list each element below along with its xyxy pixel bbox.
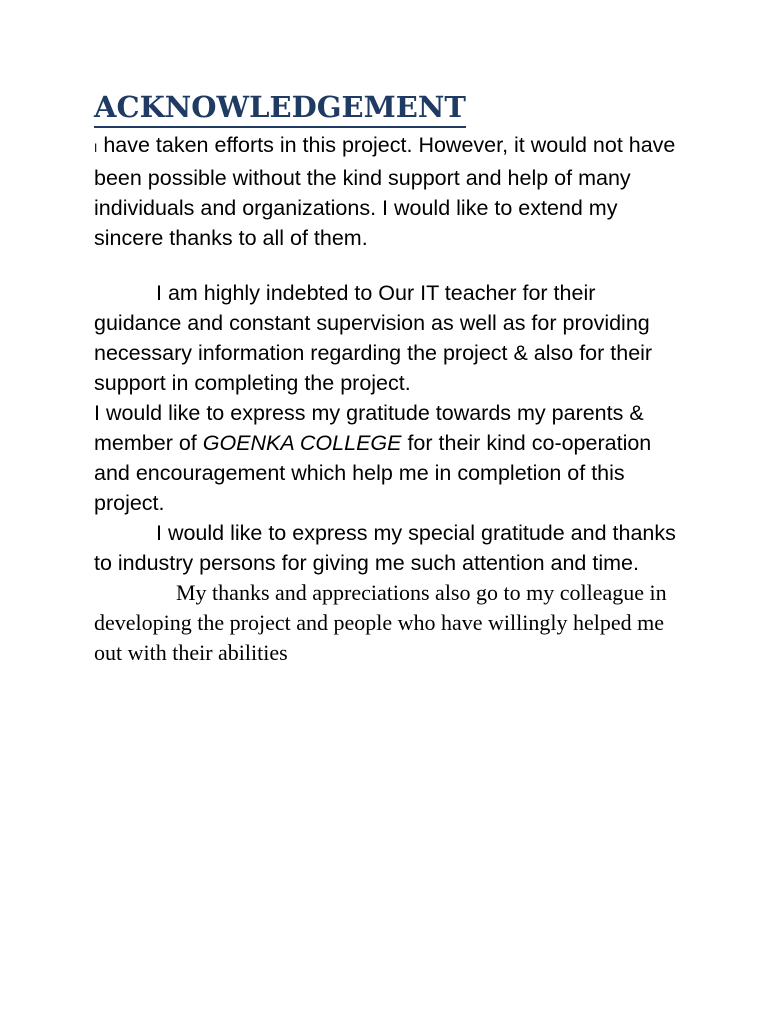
page-title: ACKNOWLEDGEMENT — [94, 88, 466, 128]
paragraph-industry: I would like to express my special gratitude and thanks to industry persons for giving me such attention and time. — [94, 521, 676, 575]
college-name: GOENKA COLLEGE — [202, 431, 402, 455]
paragraph-colleagues: My thanks and appreciations also go to my colleague in developing the project and people who have willingly helped me out with their abilities — [94, 580, 667, 665]
paragraph-intro-first-letter: I — [94, 141, 98, 155]
paragraph-gratitude-after: for their kind co-operation and encouragement which help me in completion of this project. — [94, 431, 652, 515]
paragraph-gratitude — [94, 398, 684, 518]
paragraph-intro-text: have taken efforts in this project. However, it would not have been possible without the kind support and help of many individuals and organizations. I would like to extend my sincere thanks to all of them. — [94, 133, 676, 250]
paragraph-gratitude-before: I would like to express my gratitude towards my parents & member of — [94, 401, 644, 455]
paragraph-teacher: I am highly indebted to Our IT teacher for their guidance and constant supervision as well as for providing necessary information regarding the project & also for their support in completing the project. — [94, 281, 653, 395]
paragraph-intro — [94, 130, 684, 253]
document-body — [94, 88, 684, 668]
